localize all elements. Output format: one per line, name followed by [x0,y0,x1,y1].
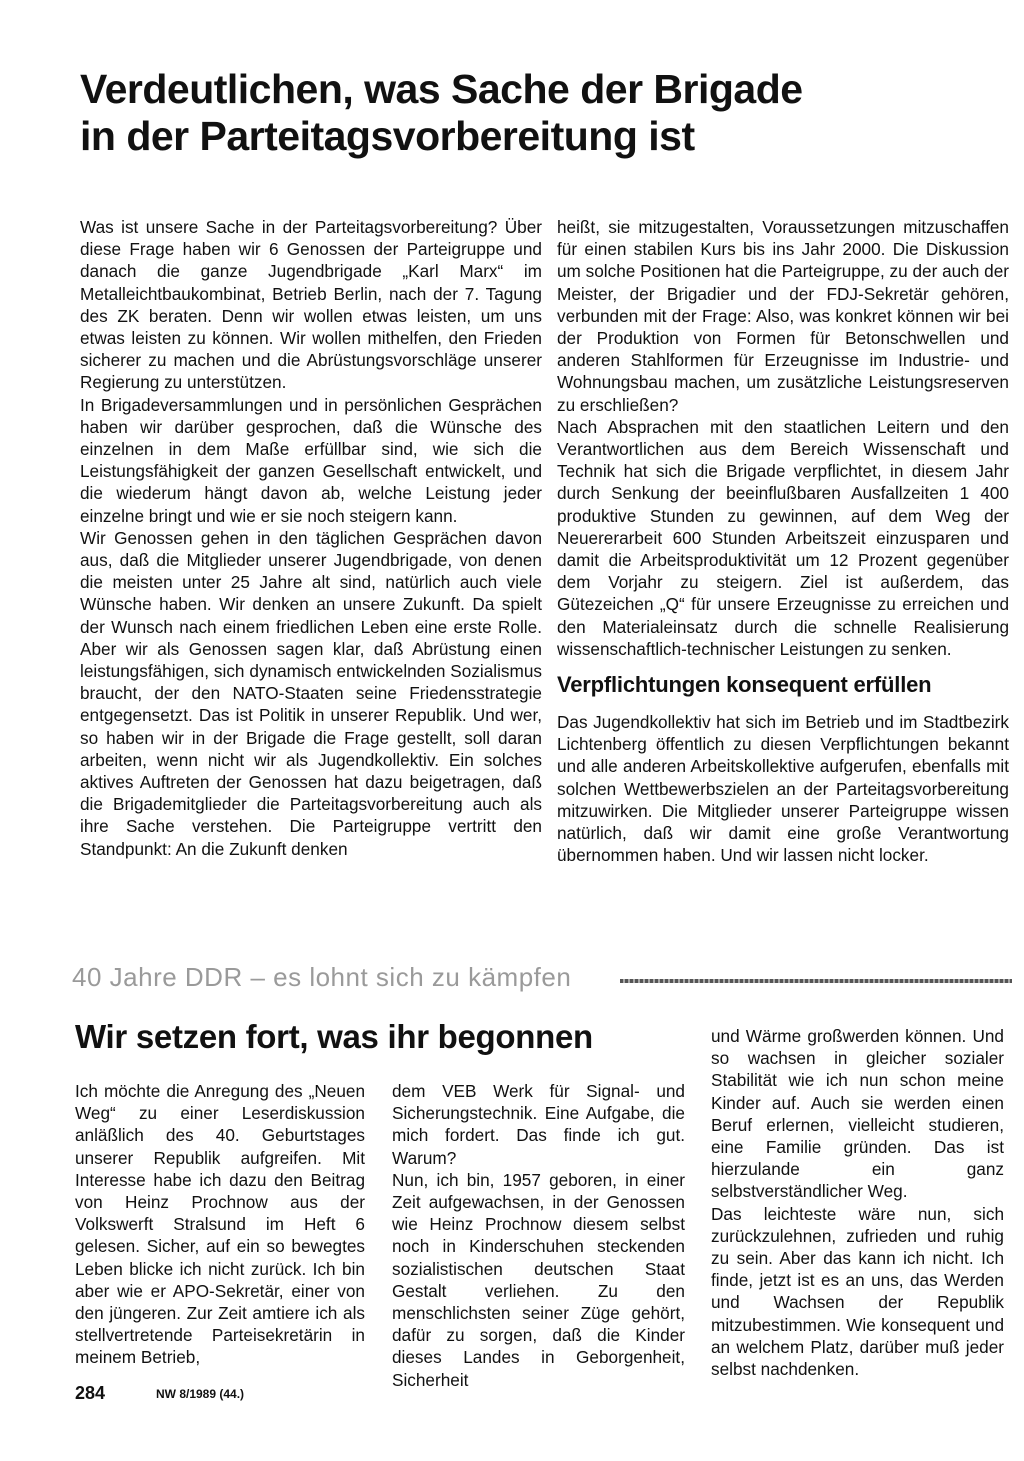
paragraph: Wir Genossen gehen in den täglichen Gesprächen davon aus, daß die Mitglieder unserer Jugendbrigade, von denen die meisten unter 25 Jahre alt sind, natürlich auch viele Wünsche haben. Wir denken an unsere Zukunft. Da spielt der Wunsch nach einem friedlichen Leben eine erste Rolle. Aber wir als Genossen sagen klar, daß Abrüstung einen leistungsfähigen, sich dynamisch entwickelnden Sozialismus braucht, der den NATO-Staaten seine Friedensstrategie entgegensetzt. Das ist Politik in unserer Republik. Und wer, so haben wir in der Brigade die Frage gestellt, soll daran arbeiten, wenn nicht wir als Jugendkollektiv. Ein solches aktives Auftreten der Genossen hat dazu beigetragen, daß die Brigademitglieder die Parteitagsvorbereitung auch als ihre Sache verstehen. Die Parteigruppe vertritt den Standpunkt: An die Zukunft denken [80,527,542,859]
page-number: 284 [75,1383,106,1403]
banner-text: 40 Jahre DDR – es lohnt sich zu kämpfen [72,962,572,992]
letter-column-2 [392,1080,685,1391]
paragraph: Nach Absprachen mit den staatlichen Leitern und den Verantwortlichen aus dem Bereich Wissenschaft und Technik hat sich die Brigade verpflichtet, in diesem Jahr durch Senkung der beeinflußbaren Ausfallzeiten 1 400 produktive Stunden zu gewinnen, auf dem Weg der Neuererarbeit 600 Stunden Arbeitszeit einzusparen und damit die Arbeitsproduktivität um 12 Prozent gegenüber dem Vorjahr zu steigern. Ziel ist außerdem, das Gütezeichen „Q“ für unsere Erzeugnisse zu erreichen und den Materialeinsatz durch die schnelle Realisierung wissenschaftlich-technischer Leistungen zu senken. [557,416,1009,659]
paragraph: Das leichteste wäre nun, sich zurückzulehnen, zufrieden und ruhig zu sein. Aber das kann ich nicht. Ich finde, jetzt ist es an uns, das Werden und Wachsen der Republik mitzubestimmen. Wie konsequent und an welchem Platz, darüber muß jeder selbst nachdenken. [711,1203,1004,1380]
article-column-1 [80,216,542,860]
issue-label: NW 8/1989 (44.) [156,1387,245,1401]
series-banner [72,960,1012,996]
article-subheading: Verpflichtungen konsequent erfüllen [557,672,932,698]
paragraph: Ich möchte die Anregung des „Neuen Weg“ zu einer Leserdiskussion anläßlich des 40. Geburtstages unserer Republik aufgreifen. Mit Interesse habe ich dazu den Beitrag von Heinz Prochnow aus der Volkswerft Stralsund im Heft 6 gelesen. Sicher, auf ein so bewegtes Leben blicke ich nicht zurück. Ich bin aber wie er APO-Sekretär, einer von den jüngeren. Zur Zeit amtiere ich als stellvertretende Parteisekretärin in meinem Betrieb, [75,1081,365,1368]
paragraph: Nun, ich bin, 1957 geboren, in einer Zeit aufgewachsen, in der Genossen wie Heinz Prochnow diesem selbst noch in Kinderschuhen steckenden sozialistischen deutschen Staat Gestalt verliehen. Zu den menschlichsten seiner Züge gehört, dafür zu sorgen, daß die Kinder dieses Landes in Geborgenheit, Sicherheit [392,1169,685,1390]
paragraph: Was ist unsere Sache in der Parteitagsvorbereitung? Über diese Frage haben wir 6 Genossen der Parteigruppe und danach die ganze Jugendbrigade „Karl Marx“ im Metalleichtbaukombinat, Betrieb Berlin, nach der 7. Tagung des ZK beraten. Denn wir wollen etwas leisten, um uns etwas leisten zu können. Wir wollen mithelfen, den Frieden sicherer zu machen und die Abrüstungsvorschläge unserer Regierung zu unterstützen. [80,217,542,393]
banner-rule [620,979,1012,983]
letter-headline: Wir setzen fort, was ihr begonnen [75,1018,593,1055]
article-column-2 [557,216,1009,866]
article-headline [80,66,980,160]
letter-column-3 [711,1025,1004,1380]
letter-column-1 [75,1080,365,1369]
paragraph: Das Jugendkollektiv hat sich im Betrieb und im Stadtbezirk Lichtenberg öffentlich zu diesen Verpflichtungen bekannt und alle anderen Arbeitskollektive aufgerufen, ebenfalls mit solchen Wettbewerbszielen an der Parteitagsvorbereitung mitzuwirken. Die Mitglieder unserer Parteigruppe wissen natürlich, daß wir damit eine große Verantwortung übernommen haben. Und wir lassen nicht locker. [557,712,1009,866]
headline-line-1: Verdeutlichen, was Sache der Brigade [80,66,803,112]
paragraph: heißt, sie mitzugestalten, Voraussetzungen mitzuschaffen für einen stabilen Kurs bis ins Jahr 2000. Die Diskussion um solche Positionen hat die Parteigruppe, zu der auch der Meister, der Brigadier und der FDJ-Sekretär gehören, verbunden mit der Frage: Also, was konkret können wir bei der Produktion von Formen für Betonschwellen und anderen Stahlformen für Erzeugnisse im Industrie- und Wohnungsbau machen, um zusätzliche Leistungsreserven zu erschließen? [557,217,1009,415]
headline-line-2: in der Parteitagsvorbereitung ist [80,113,695,159]
paragraph: dem VEB Werk für Signal- und Sicherungstechnik. Eine Aufgabe, die mich fordert. Das finde ich gut. Warum? [392,1081,685,1168]
paragraph: und Wärme großwerden können. Und so wachsen in gleicher sozialer Stabilität wie ich nun schon meine Kinder auf. Auch sie werden einen Beruf erlernen, vielleicht studieren, eine Familie gründen. Das ist hierzulande ein ganz selbstverständlicher Weg. [711,1026,1004,1202]
paragraph: In Brigadeversammlungen und in persönlichen Gesprächen haben wir darüber gesprochen, daß die Wünsche des einzelnen in dem Maße erfüllbar sind, wie sich die Leistungsfähigkeit der ganzen Gesellschaft entwickelt, und die wiederum hängt davon ab, welche Leistung jeder einzelne bringt und wie er sie noch steigern kann. [80,394,542,526]
